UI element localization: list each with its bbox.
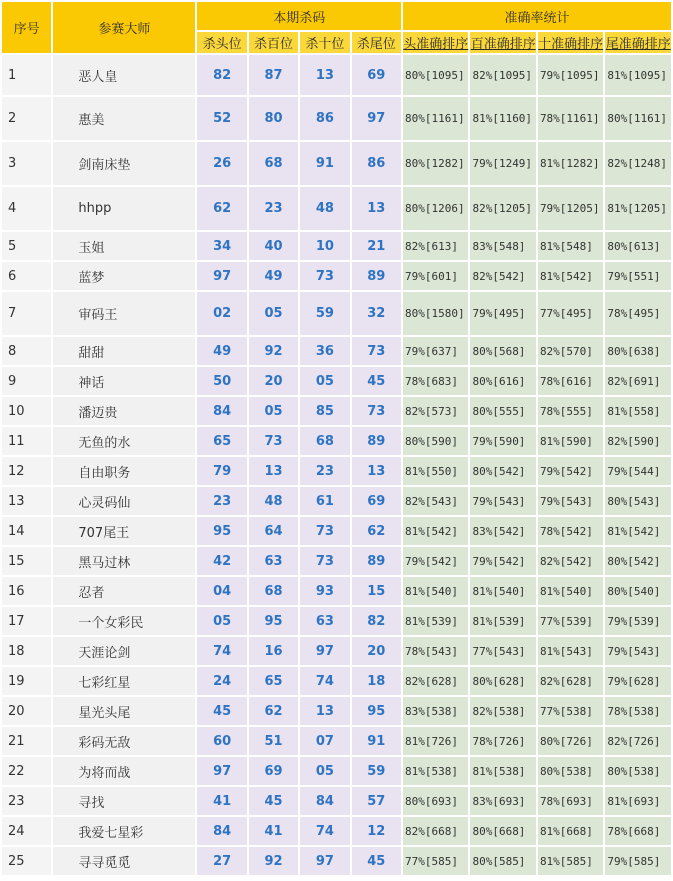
accuracy-stat: 81%[540]	[470, 577, 535, 605]
kill-code: 65	[249, 667, 298, 695]
accuracy-stat: 82%[1095]	[470, 55, 535, 95]
accuracy-stat: 83%[538]	[403, 697, 468, 725]
kill-code: 92	[249, 847, 298, 875]
row-index: 22	[2, 757, 51, 785]
kill-code: 45	[249, 787, 298, 815]
kill-code: 74	[300, 667, 349, 695]
kill-col-header: 杀头位	[197, 32, 246, 53]
kill-code: 73	[300, 517, 349, 545]
kill-code: 05	[300, 367, 349, 395]
kill-code: 84	[300, 787, 349, 815]
accuracy-stat: 79%[543]	[470, 487, 535, 515]
kill-code: 82	[197, 55, 246, 95]
accuracy-stat: 78%[693]	[538, 787, 603, 815]
kill-code: 05	[300, 757, 349, 785]
table-header	[2, 2, 671, 53]
accuracy-stat: 83%[542]	[470, 517, 535, 545]
row-index: 21	[2, 727, 51, 755]
kill-code: 23	[249, 187, 298, 230]
kill-code: 42	[197, 547, 246, 575]
accuracy-stat: 81%[1205]	[605, 187, 671, 230]
accuracy-stat: 80%[538]	[538, 757, 603, 785]
kill-code: 62	[249, 697, 298, 725]
kill-code: 45	[197, 697, 246, 725]
accuracy-stat: 80%[540]	[605, 577, 671, 605]
master-name: 一个女彩民	[53, 607, 195, 635]
master-name: 剑南床垫	[53, 142, 195, 185]
kill-code: 89	[352, 427, 401, 455]
accuracy-stat: 77%[538]	[538, 697, 603, 725]
accuracy-stat: 82%[691]	[605, 367, 671, 395]
accuracy-stat: 79%[543]	[538, 487, 603, 515]
row-index: 3	[2, 142, 51, 185]
accuracy-stat: 79%[1095]	[538, 55, 603, 95]
accuracy-stat: 81%[543]	[538, 637, 603, 665]
accuracy-stat: 81%[1282]	[538, 142, 603, 185]
row-index: 17	[2, 607, 51, 635]
master-name: 七彩红星	[53, 667, 195, 695]
accuracy-stat: 81%[726]	[403, 727, 468, 755]
kill-code: 95	[352, 697, 401, 725]
accuracy-stat: 80%[1282]	[403, 142, 468, 185]
accuracy-stat: 79%[495]	[470, 292, 535, 335]
accuracy-stat: 81%[668]	[538, 817, 603, 845]
kill-code: 87	[249, 55, 298, 95]
kill-code: 23	[197, 487, 246, 515]
accuracy-stat: 82%[613]	[403, 232, 468, 260]
accuracy-stat: 79%[539]	[605, 607, 671, 635]
accuracy-stat: 78%[538]	[605, 697, 671, 725]
row-index: 16	[2, 577, 51, 605]
kill-code: 73	[352, 337, 401, 365]
master-name: 黑马过林	[53, 547, 195, 575]
row-index: 8	[2, 337, 51, 365]
accuracy-stat: 77%[539]	[538, 607, 603, 635]
kill-code: 73	[300, 262, 349, 290]
kill-code: 93	[300, 577, 349, 605]
kill-code: 86	[352, 142, 401, 185]
table-row	[2, 727, 671, 755]
row-index: 1	[2, 55, 51, 95]
table-row	[2, 577, 671, 605]
kill-code: 73	[300, 547, 349, 575]
accuracy-stat: 81%[585]	[538, 847, 603, 875]
accuracy-stat: 79%[542]	[403, 547, 468, 575]
accuracy-stat: 82%[570]	[538, 337, 603, 365]
accuracy-stat: 79%[637]	[403, 337, 468, 365]
accuracy-stat: 82%[668]	[403, 817, 468, 845]
accuracy-stat: 80%[638]	[605, 337, 671, 365]
kill-code: 13	[300, 697, 349, 725]
kill-code: 27	[197, 847, 246, 875]
table-body	[2, 55, 671, 875]
table-row	[2, 337, 671, 365]
accuracy-stat: 80%[555]	[470, 397, 535, 425]
col-master-header: 参赛大师	[53, 2, 195, 53]
kill-code: 61	[300, 487, 349, 515]
master-name: 审码王	[53, 292, 195, 335]
kill-code: 62	[352, 517, 401, 545]
accuracy-stat: 80%[1161]	[605, 97, 671, 140]
kill-code: 69	[352, 55, 401, 95]
accuracy-stat: 79%[1249]	[470, 142, 535, 185]
accuracy-stat: 81%[590]	[538, 427, 603, 455]
kill-code: 05	[249, 397, 298, 425]
kill-code: 63	[300, 607, 349, 635]
row-index: 23	[2, 787, 51, 815]
kill-code: 07	[300, 727, 349, 755]
table-row	[2, 847, 671, 875]
accuracy-stat: 79%[585]	[605, 847, 671, 875]
master-name: 寻找	[53, 787, 195, 815]
kill-code: 86	[300, 97, 349, 140]
accuracy-stat: 81%[538]	[470, 757, 535, 785]
accuracy-stat: 80%[568]	[470, 337, 535, 365]
master-name: 恶人皇	[53, 55, 195, 95]
accuracy-stat: 80%[543]	[605, 487, 671, 515]
accuracy-stat: 79%[628]	[605, 667, 671, 695]
kill-code: 32	[352, 292, 401, 335]
accuracy-stat: 82%[1248]	[605, 142, 671, 185]
kill-col-header: 杀百位	[249, 32, 298, 53]
table-row	[2, 397, 671, 425]
kill-code: 21	[352, 232, 401, 260]
row-index: 6	[2, 262, 51, 290]
master-name: 彩码无敌	[53, 727, 195, 755]
table-row	[2, 487, 671, 515]
accuracy-stat: 80%[590]	[403, 427, 468, 455]
accuracy-stat: 80%[1095]	[403, 55, 468, 95]
stat-sort-link[interactable]: 十准确排序	[538, 32, 603, 53]
kill-code: 84	[197, 397, 246, 425]
table-row	[2, 55, 671, 95]
master-name: 寻寻觅觅	[53, 847, 195, 875]
kill-col-header: 杀尾位	[352, 32, 401, 53]
table-row	[2, 97, 671, 140]
master-name: 心灵码仙	[53, 487, 195, 515]
kill-code: 18	[352, 667, 401, 695]
kill-code: 04	[197, 577, 246, 605]
table-row	[2, 142, 671, 185]
kill-code: 80	[249, 97, 298, 140]
kill-code: 23	[300, 457, 349, 485]
accuracy-stat: 80%[693]	[403, 787, 468, 815]
stat-sort-link[interactable]: 头准确排序	[403, 32, 468, 53]
master-name: 我爱七星彩	[53, 817, 195, 845]
kill-code: 45	[352, 847, 401, 875]
accuracy-stat: 81%[539]	[470, 607, 535, 635]
master-name: 玉姐	[53, 232, 195, 260]
table-row	[2, 367, 671, 395]
kill-code: 62	[197, 187, 246, 230]
kill-code: 95	[249, 607, 298, 635]
kill-code: 82	[352, 607, 401, 635]
kill-code: 73	[249, 427, 298, 455]
kill-code: 26	[197, 142, 246, 185]
table-row	[2, 517, 671, 545]
kill-code: 69	[249, 757, 298, 785]
accuracy-stat: 80%[628]	[470, 667, 535, 695]
accuracy-stat: 78%[542]	[538, 517, 603, 545]
kill-group-header: 本期杀码	[197, 2, 401, 30]
kill-code: 13	[352, 457, 401, 485]
kill-code: 48	[300, 187, 349, 230]
row-index: 14	[2, 517, 51, 545]
accuracy-stat: 80%[613]	[605, 232, 671, 260]
accuracy-stat: 80%[1161]	[403, 97, 468, 140]
kill-code: 20	[352, 637, 401, 665]
kill-code: 85	[300, 397, 349, 425]
accuracy-stat: 80%[616]	[470, 367, 535, 395]
kill-code: 41	[197, 787, 246, 815]
kill-code: 74	[197, 637, 246, 665]
row-index: 2	[2, 97, 51, 140]
kill-code: 49	[249, 262, 298, 290]
accuracy-stat: 78%[543]	[403, 637, 468, 665]
kill-code: 91	[300, 142, 349, 185]
kill-code: 95	[197, 517, 246, 545]
kill-code: 20	[249, 367, 298, 395]
accuracy-stat: 78%[668]	[605, 817, 671, 845]
accuracy-stat: 78%[1161]	[538, 97, 603, 140]
table-row	[2, 757, 671, 785]
kill-code: 24	[197, 667, 246, 695]
kill-code: 16	[249, 637, 298, 665]
kill-code: 68	[249, 577, 298, 605]
accuracy-stat: 79%[542]	[538, 457, 603, 485]
accuracy-stat: 81%[542]	[605, 517, 671, 545]
kill-code: 13	[352, 187, 401, 230]
kill-code: 05	[249, 292, 298, 335]
accuracy-stat: 80%[585]	[470, 847, 535, 875]
accuracy-stat: 81%[542]	[403, 517, 468, 545]
accuracy-stat: 82%[542]	[470, 262, 535, 290]
accuracy-stat: 81%[558]	[605, 397, 671, 425]
master-name: 潘迈贵	[53, 397, 195, 425]
table-row	[2, 232, 671, 260]
accuracy-stat: 81%[548]	[538, 232, 603, 260]
row-index: 20	[2, 697, 51, 725]
kill-col-header: 杀十位	[300, 32, 349, 53]
accuracy-stat: 79%[590]	[470, 427, 535, 455]
kill-code: 89	[352, 547, 401, 575]
kill-code: 05	[197, 607, 246, 635]
table-row	[2, 667, 671, 695]
accuracy-stat: 79%[1205]	[538, 187, 603, 230]
kill-code: 73	[352, 397, 401, 425]
table-row	[2, 817, 671, 845]
kill-code: 41	[249, 817, 298, 845]
kill-code: 97	[300, 637, 349, 665]
kill-code: 52	[197, 97, 246, 140]
accuracy-stat: 83%[693]	[470, 787, 535, 815]
accuracy-stat: 77%[543]	[470, 637, 535, 665]
kill-code: 50	[197, 367, 246, 395]
accuracy-stat: 82%[543]	[403, 487, 468, 515]
kill-code: 68	[249, 142, 298, 185]
kill-code: 97	[197, 262, 246, 290]
accuracy-stat: 79%[543]	[605, 637, 671, 665]
table-row	[2, 262, 671, 290]
row-index: 10	[2, 397, 51, 425]
master-name: hhpp	[53, 187, 195, 230]
accuracy-stat: 82%[573]	[403, 397, 468, 425]
row-index: 4	[2, 187, 51, 230]
table-row	[2, 547, 671, 575]
accuracy-stat: 81%[693]	[605, 787, 671, 815]
accuracy-stat: 80%[542]	[470, 457, 535, 485]
kill-code: 10	[300, 232, 349, 260]
accuracy-stat: 77%[585]	[403, 847, 468, 875]
kill-code: 15	[352, 577, 401, 605]
accuracy-stat: 82%[542]	[538, 547, 603, 575]
master-name: 无鱼的水	[53, 427, 195, 455]
stat-sort-link[interactable]: 百准确排序	[470, 32, 535, 53]
accuracy-stat: 81%[1160]	[470, 97, 535, 140]
kill-code: 49	[197, 337, 246, 365]
kill-code: 65	[197, 427, 246, 455]
kill-code: 79	[197, 457, 246, 485]
accuracy-stat: 80%[538]	[605, 757, 671, 785]
table-row	[2, 292, 671, 335]
accuracy-stat: 80%[668]	[470, 817, 535, 845]
kill-code: 69	[352, 487, 401, 515]
kill-code: 97	[197, 757, 246, 785]
accuracy-stat: 80%[542]	[605, 547, 671, 575]
accuracy-stat: 83%[548]	[470, 232, 535, 260]
master-name: 天涯论剑	[53, 637, 195, 665]
table-row	[2, 787, 671, 815]
kill-code: 36	[300, 337, 349, 365]
row-index: 13	[2, 487, 51, 515]
col-index-header: 序号	[2, 2, 51, 53]
accuracy-stat: 82%[628]	[403, 667, 468, 695]
table-row	[2, 427, 671, 455]
row-index: 19	[2, 667, 51, 695]
accuracy-stat: 78%[683]	[403, 367, 468, 395]
kill-code: 92	[249, 337, 298, 365]
master-name: 甜甜	[53, 337, 195, 365]
kill-code: 59	[300, 292, 349, 335]
accuracy-stat: 78%[555]	[538, 397, 603, 425]
master-name: 707尾王	[53, 517, 195, 545]
accuracy-stat: 79%[551]	[605, 262, 671, 290]
accuracy-stat: 79%[601]	[403, 262, 468, 290]
kill-code: 91	[352, 727, 401, 755]
accuracy-stat: 81%[542]	[538, 262, 603, 290]
kill-code: 57	[352, 787, 401, 815]
master-name: 星光头尾	[53, 697, 195, 725]
kill-code: 51	[249, 727, 298, 755]
table-row	[2, 697, 671, 725]
accuracy-stat: 78%[726]	[470, 727, 535, 755]
master-name: 自由职务	[53, 457, 195, 485]
accuracy-stat: 82%[590]	[605, 427, 671, 455]
accuracy-stat: 82%[1205]	[470, 187, 535, 230]
kill-code: 02	[197, 292, 246, 335]
accuracy-stat: 81%[550]	[403, 457, 468, 485]
kill-code: 34	[197, 232, 246, 260]
accuracy-stat: 82%[628]	[538, 667, 603, 695]
master-name: 神话	[53, 367, 195, 395]
row-index: 24	[2, 817, 51, 845]
accuracy-stat: 80%[1206]	[403, 187, 468, 230]
row-index: 9	[2, 367, 51, 395]
kill-code: 74	[300, 817, 349, 845]
row-index: 12	[2, 457, 51, 485]
table-row	[2, 637, 671, 665]
accuracy-stat: 81%[540]	[538, 577, 603, 605]
kill-code: 45	[352, 367, 401, 395]
kill-code: 63	[249, 547, 298, 575]
accuracy-stat: 80%[726]	[538, 727, 603, 755]
table-row	[2, 187, 671, 230]
row-index: 25	[2, 847, 51, 875]
accuracy-stat: 79%[542]	[470, 547, 535, 575]
kill-code: 97	[300, 847, 349, 875]
master-name: 蓝梦	[53, 262, 195, 290]
accuracy-stat: 78%[616]	[538, 367, 603, 395]
row-index: 18	[2, 637, 51, 665]
kill-code: 97	[352, 97, 401, 140]
kill-code: 64	[249, 517, 298, 545]
kill-code: 12	[352, 817, 401, 845]
accuracy-stat: 82%[538]	[470, 697, 535, 725]
row-index: 11	[2, 427, 51, 455]
accuracy-stat: 81%[540]	[403, 577, 468, 605]
kill-code: 84	[197, 817, 246, 845]
master-name: 忍者	[53, 577, 195, 605]
accuracy-stat: 79%[544]	[605, 457, 671, 485]
accuracy-stat: 78%[495]	[605, 292, 671, 335]
kill-code: 48	[249, 487, 298, 515]
accuracy-stat: 77%[495]	[538, 292, 603, 335]
kill-code: 89	[352, 262, 401, 290]
kill-code: 13	[249, 457, 298, 485]
table-row	[2, 457, 671, 485]
master-name: 为将而战	[53, 757, 195, 785]
accuracy-stat: 82%[726]	[605, 727, 671, 755]
kill-code: 40	[249, 232, 298, 260]
kill-code: 59	[352, 757, 401, 785]
row-index: 15	[2, 547, 51, 575]
kill-code: 60	[197, 727, 246, 755]
kill-code: 13	[300, 55, 349, 95]
kill-code: 68	[300, 427, 349, 455]
master-name: 惠美	[53, 97, 195, 140]
accuracy-stat: 81%[539]	[403, 607, 468, 635]
row-index: 5	[2, 232, 51, 260]
stat-sort-link[interactable]: 尾准确排序	[605, 32, 671, 53]
accuracy-stat: 81%[1095]	[605, 55, 671, 95]
accuracy-stat: 80%[1580]	[403, 292, 468, 335]
stats-group-header: 准确率统计	[403, 2, 671, 30]
accuracy-stat: 81%[538]	[403, 757, 468, 785]
table-row	[2, 607, 671, 635]
row-index: 7	[2, 292, 51, 335]
